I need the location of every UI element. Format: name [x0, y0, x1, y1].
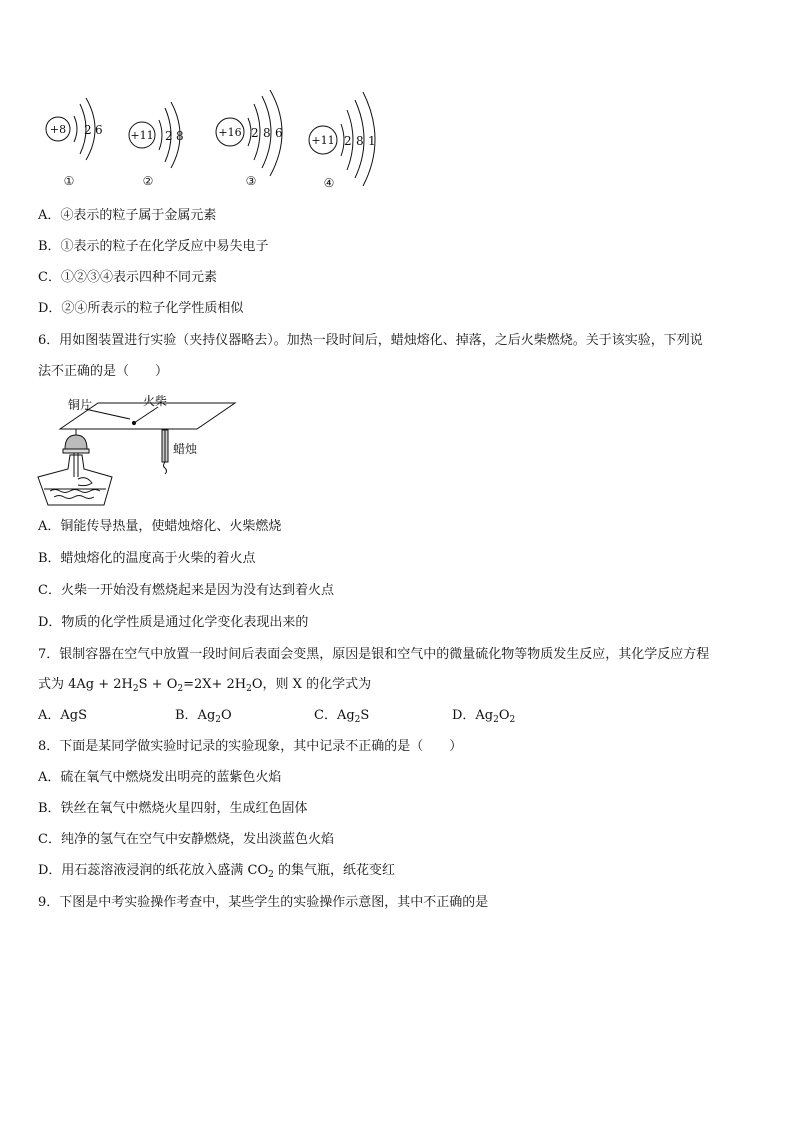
- atom-2-nucleus: +11: [130, 129, 154, 142]
- atom-4-shell-3: 1: [368, 134, 376, 148]
- atom-2-label: ②: [142, 174, 154, 188]
- apparatus-svg: [30, 393, 250, 513]
- atom-2: [129, 102, 184, 188]
- atom-1-label: ①: [63, 174, 75, 188]
- atom-3-shell-1: 2: [251, 126, 259, 140]
- atom-1-nucleus: +8: [49, 123, 67, 136]
- atom-diagrams-svg: [0, 90, 794, 190]
- q7-stem-line-1: 7．银制容器在空气中放置一段时间后表面会变黑，原因是银和空气中的微量硫化物等物质发生反应，其化学反应方程: [38, 647, 710, 662]
- q7-stem-line-2: 式为 $4Ag + 2H_2S + O_2=2X+ 2H_2O$，则 X 的化学式为: [38, 677, 372, 694]
- atom-2-shell-1: 2: [165, 129, 173, 143]
- atom-3-shell-2: 8: [263, 126, 271, 140]
- atom-structure-diagrams: [0, 90, 794, 190]
- atom-4: [309, 92, 376, 190]
- atom-3-nucleus: +16: [218, 126, 242, 139]
- atom-3-label: ③: [245, 174, 257, 188]
- q8-option-a: A．硫在氧气中燃烧发出明亮的蓝紫色火焰: [38, 770, 282, 785]
- q8-option-c: C．纯净的氢气在空气中安静燃烧，发出淡蓝色火焰: [38, 832, 334, 847]
- q6-apparatus-figure: [30, 393, 250, 517]
- q7-option-b: B．$Ag_2O$: [175, 708, 232, 725]
- q6-option-a: A．铜能传导热量，使蜡烛熔化、火柴燃烧: [38, 519, 282, 534]
- atom-4-shell-1: 2: [344, 134, 352, 148]
- q7-option-a: A．AgS: [38, 708, 88, 723]
- q8-option-d: D．用石蕊溶液浸润的纸花放入盛满 $CO_2$ 的集气瓶，纸花变红: [38, 863, 396, 880]
- q7-option-c: C．$Ag_2S$: [314, 708, 370, 725]
- atom-2-shell-2: 8: [176, 129, 184, 143]
- atom-4-nucleus: +11: [311, 134, 335, 147]
- q8-stem: 8．下面是某同学做实验时记录的实验现象，其中记录不正确的是（ ）: [38, 739, 463, 754]
- q6-stem-line-1: 6．用如图装置进行实验（夹持仪器略去）。加热一段时间后，蜡烛熔化、掉落，之后火柴燃烧。关于该实验，下列说: [38, 333, 703, 348]
- q5-option-c: C．①②③④表示四种不同元素: [38, 270, 217, 285]
- q5-option-d: D．②④所表示的粒子化学性质相似: [38, 301, 244, 316]
- q6-option-b: B．蜡烛熔化的温度高于火柴的着火点: [38, 551, 256, 566]
- q5-option-b: B．①表示的粒子在化学反应中易失电子: [38, 239, 269, 254]
- q7-option-d: D．$Ag_2O_2$: [452, 708, 516, 725]
- q6-option-d: D．物质的化学性质是通过化学变化表现出来的: [38, 615, 309, 630]
- q8-option-b: B．铁丝在氧气中燃烧火星四射，生成红色固体: [38, 801, 308, 816]
- label-copper-sheet: 铜片: [68, 398, 93, 412]
- q9-stem: 9．下图是中考实验操作考查中，某些学生的实验操作示意图，其中不正确的是: [38, 895, 489, 910]
- atom-3: [216, 90, 283, 188]
- label-match: 火柴: [143, 394, 168, 408]
- atom-1-shell-1: 2: [84, 123, 92, 137]
- q5-option-a: A．④表示的粒子属于金属元素: [38, 208, 217, 223]
- q6-stem-line-2: 法不正确的是（ ）: [38, 364, 169, 379]
- q6-option-c: C．火柴一开始没有燃烧起来是因为没有达到着火点: [38, 583, 334, 598]
- atom-4-shell-2: 8: [356, 134, 364, 148]
- atom-1-shell-2: 6: [95, 123, 103, 137]
- label-candle: 蜡烛: [173, 442, 198, 456]
- atom-1: [46, 98, 103, 188]
- atom-4-label: ④: [323, 176, 335, 190]
- atom-3-shell-3: 6: [275, 126, 283, 140]
